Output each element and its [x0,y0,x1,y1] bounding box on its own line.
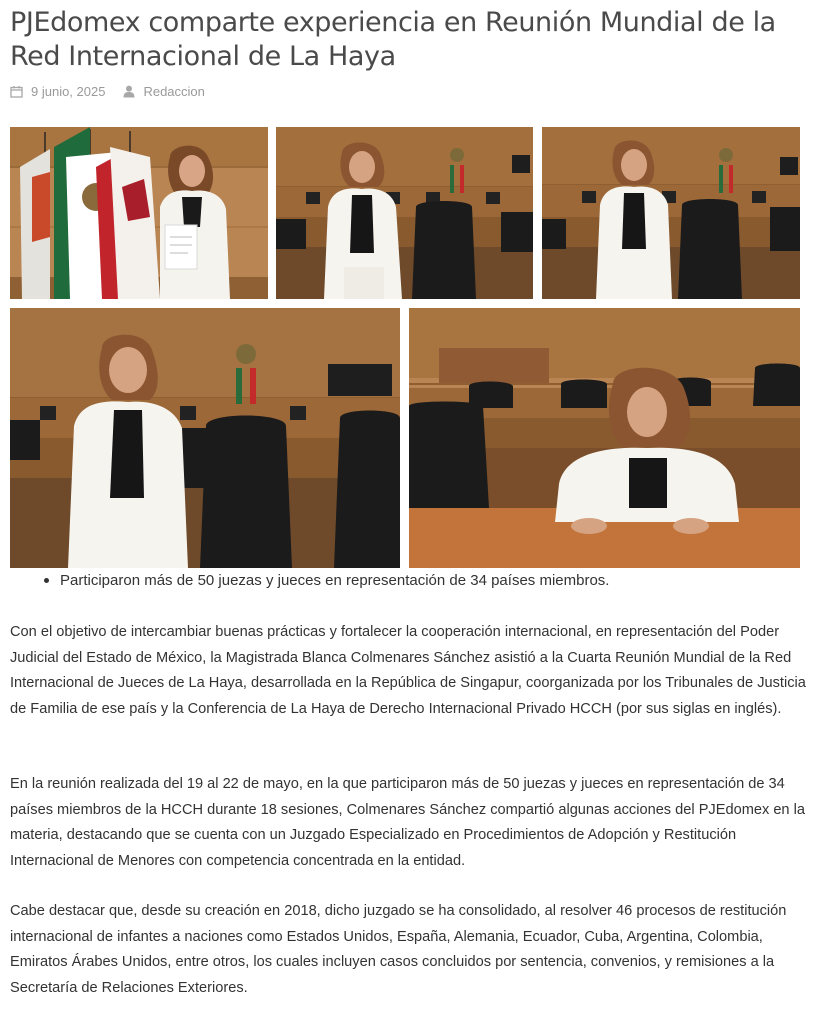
post-author[interactable] [123,84,204,99]
post-date[interactable] [10,84,105,99]
photo-courtroom-standing-3[interactable] [10,308,400,568]
post-date-text: 9 junio, 2025 [31,83,106,99]
photo-courtroom-standing-1[interactable] [276,127,533,299]
calendar-icon [10,85,23,98]
paragraph-3: Cabe destacar que, desde su creación en 2018, dicho juzgado se ha consolidado, al resolver 46 procesos de restitución internacional de infantes a naciones como Estados Unidos, España, Alemania, Ecuador, Cuba, Argentina, Colombia, Emiratos Árabes Unidos, entre otros, los cuales incluyen casos concluidos por sentencia, convenios, y remisiones a la Secretaría de Relaciones Exteriores. [10,903,787,996]
photo-seated-at-desk[interactable] [409,308,800,568]
paragraph-1: Con el objetivo de intercambiar buenas prácticas y fortalecer la cooperación internacional, en representación del Poder Judicial del Estado de México, la Magistrada Blanca Colmenares Sánchez asistió a la Cuarta Reunión Mundial de la Red Internacional de Jueces de La Haya, desarrollada en la República de Singapur, coorganizada por los Tribunales de Justicia de Familia de ese país y la Conferencia de La Haya de Derecho Internacional Privado HCCH (por sus siglas en inglés). [10,624,806,717]
photo-flags-certificate[interactable] [10,127,268,299]
highlights-list [44,571,609,591]
highlight-item: Participaron más de 50 juezas y jueces en representación de 34 países miembros. [44,571,609,591]
photo-courtroom-standing-2[interactable] [542,127,800,299]
post-meta [10,82,223,100]
post-author-text: Redaccion [143,83,205,99]
page-title: PJEdomex comparte experiencia en Reunión Mundial de la Red Internacional de La Haya [10,7,776,72]
user-icon [123,85,135,98]
paragraph-2: En la reunión realizada del 19 al 22 de mayo, en la que participaron más de 50 juezas y jueces en representación de 34 países miembros de la HCCH durante 18 sesiones, Colmenares Sánchez compartió algunas acciones del PJEdomex en la materia, destacando que se cuenta con un Juzgado Especializado en Procedimientos de Adopción y Restitución Internacional de Menores con competencia concentrada en la entidad. [10,776,805,869]
